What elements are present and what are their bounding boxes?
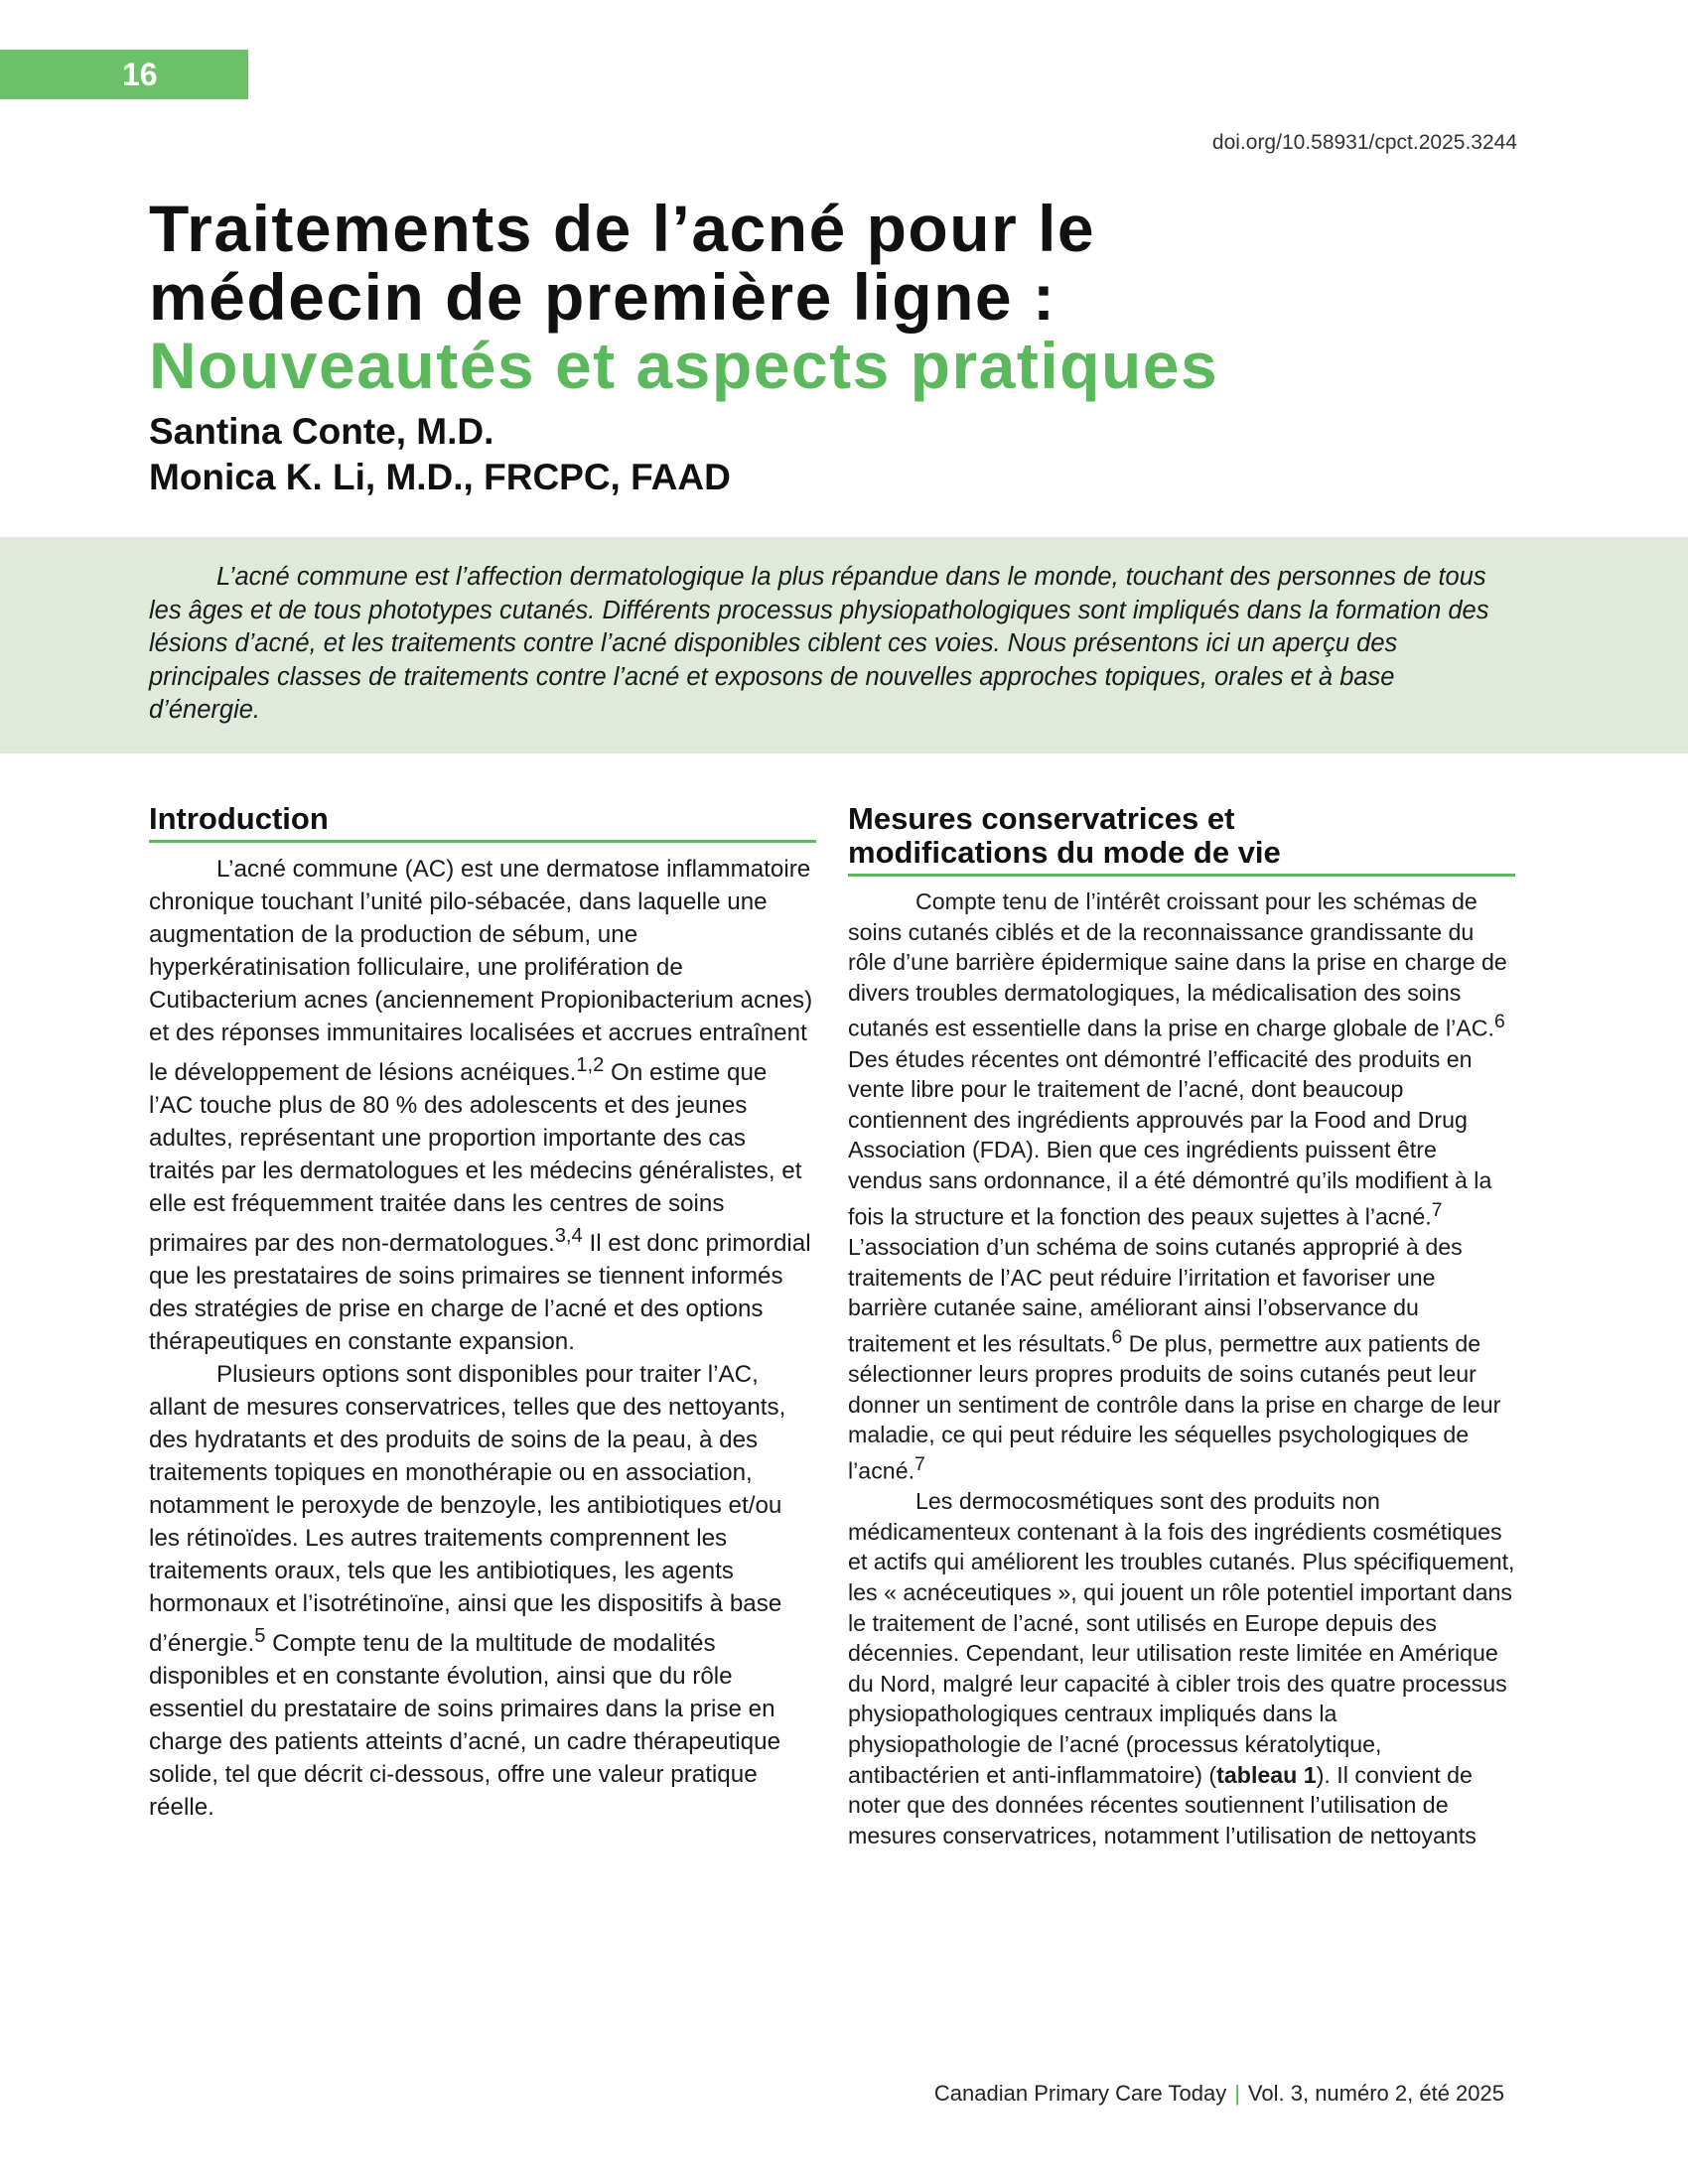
- conservative-paragraph-1: Compte tenu de l’intérêt croissant pour les schémas de soins cutanés ciblés et de la reconnaissance grandissante du rôle d’une barrière épidermique saine dans la prise en charge de divers troubles dermatologiques, la médicalisation des soins cutanés est essentielle dans la prise en charge globale de l’AC.$^6$ Des études récentes ont démontré l’efficacité des produits en vente libre pour le traitement de l’acné, dont beaucoup contiennent des ingrédients approuvés par la Food and Drug Association (FDA). Bien que ces ingrédients puissent être vendus sans ordonnance, il a été démontré qu’ils modifient à la fois la structure et la fonction des peaux sujettes à l’acné.$^7$ L’association d’un schéma de soins cutanés approprié à des traitements de l’AC peut réduire l’irritation et favoriser une barrière cutanée saine, améliorant ainsi l’observance du traitement et les résultats.$^6$ De plus, permettre aux patients de sélectionner leurs propres produits de soins cutanés peut leur donner un sentiment de contrôle dans la prise en charge de leur maladie, ce qui peut réduire les séquelles psychologiques de l’acné.$^7$: [848, 888, 1507, 1484]
- journal-name: Canadian Primary Care Today: [933, 2081, 1227, 2106]
- left-column: [149, 802, 816, 1824]
- article-title: [149, 192, 1440, 402]
- introduction-paragraph-2: Plusieurs options sont disponibles pour traiter l’AC, allant de mesures conservatrices, telles que des nettoyants, des hydratants et des produits de soins de la peau, à des traitements topiques en monothérapie ou en association, notamment le peroxyde de benzoyle, les antibiotiques et/ou les rétinoïdes. Les autres traitements comprennent les traitements oraux, tels que les antibiotiques, les agents hormonaux et l’isotrétinoïne, ainsi que les dispositifs à base d’énergie.$^5$ Compte tenu de la multitude de modalités disponibles et en constante évolution, ainsi que du rôle essentiel du prestataire de soins primaires dans la prise en charge des patients atteints d’acné, un cadre thérapeutique solide, tel que décrit ci-dessous, offre une valeur pratique réelle.: [149, 1361, 786, 1822]
- title-line-1: Traitements de l’acné pour le: [149, 192, 1096, 265]
- citation-ref[interactable]: 7: [914, 1453, 925, 1475]
- right-column: [848, 802, 1515, 1850]
- abstract-box: [0, 537, 1688, 753]
- author-1: Santina Conte, M.D.: [149, 411, 494, 452]
- citation-ref[interactable]: 3,4: [554, 1225, 583, 1248]
- citation-ref[interactable]: 5: [254, 1625, 266, 1648]
- section-heading-introduction: Introduction: [149, 802, 816, 843]
- title-line-3-subtitle: Nouveautés et aspects pratiques: [149, 329, 1219, 402]
- abstract-text: L’acné commune est l’affection dermatologique la plus répandue dans le monde, touchant des personnes de tous les âges et de tous phototypes cutanés. Différents processus physiopathologiques sont impliqués dans la formation des lésions d’acné, et les traitements contre l’acné disponibles ciblent ces voies. Nous présentons ici un aperçu des principales classes de traitements contre l’acné et exposons de nouvelles approches topiques, orales et à base d’énergie.: [149, 563, 1489, 724]
- title-line-2: médecin de première ligne :: [149, 260, 1056, 334]
- page-number: 16: [0, 50, 248, 99]
- doi-link[interactable]: doi.org/10.58931/cpct.2025.3244: [1211, 131, 1517, 154]
- citation-ref[interactable]: 7: [1431, 1199, 1443, 1221]
- author-2: Monica K. Li, M.D., FRCPC, FAAD: [149, 457, 731, 497]
- section-heading-conservative-measures: Mesures conservatrices et modifications du mode de vie: [848, 802, 1515, 877]
- page-footer: [934, 2081, 1504, 2107]
- citation-ref[interactable]: 6: [1493, 1012, 1505, 1033]
- table-reference[interactable]: tableau 1: [1216, 1761, 1317, 1788]
- introduction-paragraph-1: L’acné commune (AC) est une dermatose inflammatoire chronique touchant l’unité pilo-sébacée, dans laquelle une augmentation de la production de sébum, une hyperkératinisation folliculaire, une prolifération de Cutibacterium acnes (anciennement Propionibacterium acnes) et des réponses immunitaires localisées et accrues entraînent le développement de lésions acnéiques.$^{1,2}$ On estime que l’AC touche plus de 80 % des adolescents et des jeunes adultes, représentant une proportion importante des cas traités par les dermatologues et les médecins généralistes, et elle est fréquemment traitée dans les centres de soins primaires par des non-dermatologues.$^{3,4}$ Il est donc primordial que les prestataires de soins primaires se tiennent informés des stratégies de prise en charge de l’acné et des options thérapeutiques en constante expansion.: [149, 856, 813, 1356]
- citation-ref[interactable]: 1,2: [576, 1054, 605, 1076]
- author-list: [149, 409, 731, 500]
- footer-separator: |: [1234, 2081, 1240, 2106]
- citation-ref[interactable]: 6: [1111, 1326, 1123, 1348]
- issue-info: Vol. 3, numéro 2, été 2025: [1247, 2081, 1504, 2106]
- conservative-paragraph-2: Les dermocosmétiques sont des produits non médicamenteux contenant à la fois des ingrédients cosmétiques et actifs qui améliorent les troubles cutanés. Plus spécifiquement, les « acnéceutiques », qui jouent un rôle potentiel important dans le traitement de l’acné, sont utilisés en Europe depuis des décennies. Cependant, leur utilisation reste limitée en Amérique du Nord, malgré leur capacité à cibler trois des quatre processus physiopathologiques centraux impliqués dans la physiopathologie de l’acné (processus kératolytique, antibactérien et anti-inflammatoire) (tableau 1). Il convient de noter que des données récentes soutiennent l’utilisation de mesures conservatrices, notamment l’utilisation de nettoyants: [848, 1488, 1515, 1848]
